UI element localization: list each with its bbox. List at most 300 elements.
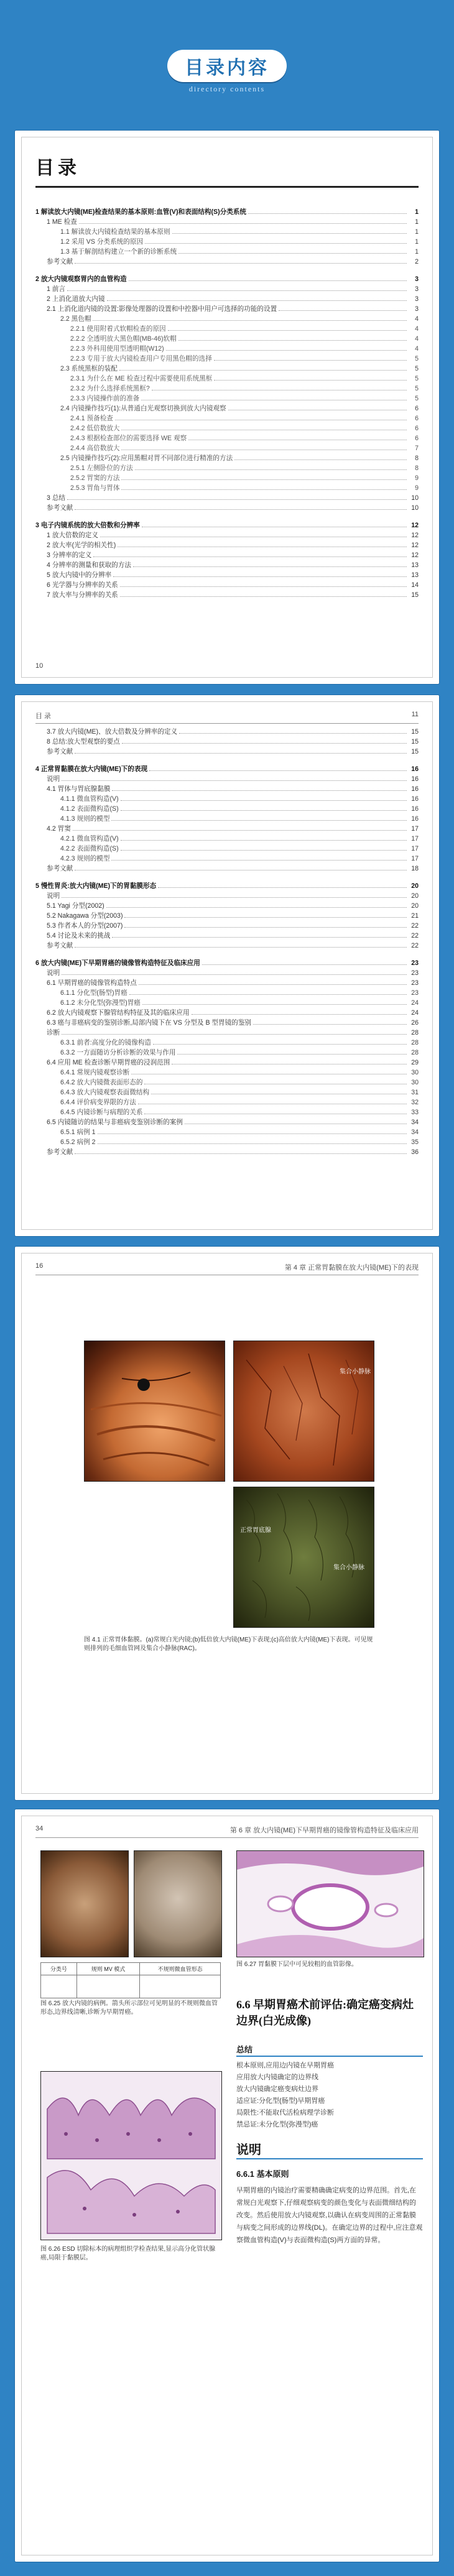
toc-entry-label: 3 总结 [47, 494, 66, 502]
toc-entry[interactable] [35, 998, 419, 1008]
toc-entry[interactable] [35, 540, 419, 550]
toc-entry[interactable] [35, 1078, 419, 1087]
toc-entry-label: 2.5.1 左侧卧位的方法 [70, 464, 133, 472]
leader-dots [73, 830, 407, 831]
toc-entry-page: 26 [411, 1019, 419, 1027]
toc-entry-label: 2.5 内镜操作技巧(2):应用黑帽对胃不同部位进行精准的方法 [60, 455, 233, 462]
toc-entry-label: 参考文献 [47, 1148, 73, 1156]
toc-entry-label: 6.5.1 病例 1 [60, 1129, 96, 1136]
toc-entry-label: 2.1 上消化道内镜的设置:影像处理器的设置和中控器中用户可选择的功能的设置 [47, 305, 277, 313]
toc-entry-label: 6.4.1 常规内镜观察诊断 [60, 1069, 130, 1076]
leader-dots [121, 800, 407, 801]
toc-entry-page: 17 [411, 825, 419, 833]
toc-entry[interactable] [35, 891, 419, 901]
endoscopy-image-c [233, 1487, 374, 1628]
leader-dots [121, 850, 407, 851]
leader-dots [75, 1153, 407, 1154]
toc-entry-page: 3 [415, 305, 419, 313]
figure-6-27-histology [236, 1850, 424, 1957]
figure-6-26-caption: 图 6.26 ESD 切除标本的病理组织学检查结果,显示高分化管状腺癌,局限于黏膜层。 [40, 2246, 216, 2261]
leader-dots [178, 340, 407, 341]
toc-entry[interactable] [35, 764, 419, 774]
subsection-heading: 6.6.1 基本原则 [236, 2169, 289, 2179]
summary-item: 应用放大内镜确定的边界线 [236, 2074, 318, 2081]
summary-item: 根本原则,应用边内镜在早期胃癌 [236, 2062, 335, 2069]
toc-entry-label: 5 慢性胃炎:放大内镜(ME)下的胃黏膜形态 [35, 882, 157, 890]
toc-entry[interactable] [35, 958, 419, 968]
figure-6-25-image-b [134, 1850, 222, 1957]
toc-entry[interactable] [35, 404, 419, 413]
toc-entry-label: 4.2.1 微血管构造(V) [60, 835, 119, 843]
figure-6-25-image-a [40, 1850, 129, 1957]
toc-entry[interactable] [35, 257, 419, 267]
toc-entry[interactable] [35, 227, 419, 237]
leader-dots [67, 499, 407, 500]
toc-entry-label: 诊断 [47, 1029, 60, 1036]
toc-entry-label: 2.2.3 专用于放大内镜检查用户专用黑色帽的选择 [70, 355, 212, 362]
page-number: 34 [35, 1825, 44, 1832]
leader-dots [214, 360, 407, 361]
toc-entry[interactable] [35, 570, 419, 580]
toc-entry[interactable] [35, 747, 419, 757]
toc-entry[interactable] [35, 978, 419, 988]
toc-entry-label: 2.4.3 根据检查部位的需要选择 WE 观察 [70, 435, 187, 442]
toc-entry-label: 4.2.3 规则的模型 [60, 855, 110, 862]
histology-pattern [41, 2072, 221, 2240]
toc-entry[interactable] [35, 824, 419, 834]
toc-entry-label: 参考文献 [47, 942, 73, 949]
toc-entry-page: 12 [411, 522, 419, 529]
toc-entry[interactable] [35, 931, 419, 941]
leader-dots [192, 1014, 407, 1015]
toc-entry-label: 8 总结:放大型观察的要点 [47, 738, 120, 746]
toc-entry[interactable] [35, 901, 419, 911]
toc-entry-label: 2.3 系统黑框的装配 [60, 365, 118, 372]
toc-entry-page: 29 [411, 1059, 419, 1066]
explain-rule [236, 2158, 423, 2159]
toc-entry[interactable] [35, 1087, 419, 1097]
leader-dots [172, 233, 407, 234]
toc-entry-label: 6.1.2 未分化型(弥漫型)胃癌 [60, 999, 141, 1007]
toc-entry-page: 17 [411, 845, 419, 852]
leader-dots [177, 1054, 407, 1055]
book-page-16 [15, 1247, 439, 1800]
toc-entry-page: 5 [415, 365, 419, 372]
toc-entry[interactable] [35, 727, 419, 737]
toc-entry-page: 15 [411, 591, 419, 599]
toc-entry-page: 4 [415, 315, 419, 323]
toc-entry-page: 4 [415, 325, 419, 333]
toc-entry-page: 5 [415, 395, 419, 402]
toc-entry-page: 10 [411, 504, 419, 512]
toc-entry[interactable] [35, 314, 419, 324]
toc-list-1 [35, 200, 419, 658]
toc-entry-label: 1 放大倍数的定义 [47, 532, 98, 539]
toc-entry-page: 35 [411, 1138, 419, 1146]
toc-entry-page: 30 [411, 1079, 419, 1086]
banner-title: 目录内容 [167, 50, 287, 82]
toc-entry-label: 2 上消化道放大内镜 [47, 295, 105, 303]
toc-entry[interactable] [35, 834, 419, 844]
toc-entry-label: 6.3.1 前者:高度分化的镜像构造 [60, 1039, 151, 1046]
toc-entry[interactable] [35, 473, 419, 483]
toc-entry[interactable] [35, 550, 419, 560]
toc-entry[interactable] [35, 453, 419, 463]
toc-entry-label: 6.3.2 一方面随访分析诊断的效果与作用 [60, 1049, 176, 1056]
toc-rule [35, 186, 419, 188]
running-header [35, 1825, 419, 1838]
top-banner [0, 0, 454, 99]
toc-title: 目录 [35, 158, 80, 178]
toc-entry[interactable] [35, 443, 419, 453]
toc-entry[interactable] [35, 324, 419, 334]
toc-entry-page: 32 [411, 1099, 419, 1106]
toc-entry-page: 28 [411, 1029, 419, 1036]
toc-entry[interactable] [35, 433, 419, 443]
toc-entry[interactable] [35, 394, 419, 404]
leader-dots [112, 790, 407, 791]
leader-dots [149, 770, 407, 771]
leader-dots [135, 469, 407, 470]
banner-subtitle: directory contents [188, 85, 266, 93]
table-header-cell: 规则 MV 模式 [76, 1963, 140, 1975]
toc-entry-page: 1 [415, 218, 419, 226]
image-b-label: 集合小静脉 [340, 1369, 371, 1375]
toc-entry-label: 参考文献 [47, 504, 73, 512]
toc-entry-page: 15 [411, 748, 419, 755]
toc-list-2 [35, 727, 419, 1211]
toc-entry-label: 6 放大内镜(ME)下早期胃癌的镜像管构造特征及临床应用 [35, 959, 200, 967]
toc-entry[interactable] [35, 354, 419, 364]
toc-entry-page: 8 [415, 455, 419, 462]
toc-entry-label: 2.4.1 预备检查 [70, 415, 113, 422]
leader-dots [93, 320, 407, 321]
toc-entry-page: 3 [415, 275, 419, 283]
leader-dots [122, 743, 407, 744]
toc-entry[interactable] [35, 384, 419, 394]
toc-entry-label: 4.2 胃窦 [47, 825, 71, 833]
leader-dots [98, 1133, 407, 1134]
table-cell [41, 1975, 77, 1998]
toc-entry-label: 6.4.5 内镜诊断与病理的关系 [60, 1109, 143, 1116]
toc-entry[interactable] [35, 1097, 419, 1107]
toc-entry[interactable] [35, 1117, 419, 1127]
toc-entry-label: 6.4.2 放大内镜微表面形态的 [60, 1079, 143, 1086]
toc-entry-page: 22 [411, 942, 419, 949]
toc-entry-page: 6 [415, 425, 419, 432]
toc-entry[interactable] [35, 794, 419, 804]
leader-dots [107, 300, 407, 301]
body-paragraph: 早期胃癌的内镜治疗需要精确确定病变的边界范围。首先,在常规白光观察下,仔细观察病变的颜色变化与表面微细结构的改变。然后使用放大内镜观察,以确认在病变周围的正常黏膜与病变之间形成的边界线(DL)。在确定边界的过程中,应注意观察微血管构造(V)与表面微构造(S)两方面的异常。 [236, 2187, 423, 2244]
toc-entry-label: 5.2 Nakagawa 分型(2003) [47, 912, 123, 920]
toc-entry[interactable] [35, 1018, 419, 1028]
page-number: 16 [35, 1262, 44, 1270]
toc-entry[interactable] [35, 881, 419, 891]
leader-dots [168, 330, 407, 331]
toc-entry[interactable] [35, 1048, 419, 1058]
toc-entry-label: 2.2 黑色帽 [60, 315, 91, 323]
toc-entry[interactable] [35, 580, 419, 590]
toc-entry[interactable] [35, 334, 419, 344]
toc-entry-page: 1 [415, 228, 419, 236]
leader-dots [67, 290, 407, 291]
leader-dots [248, 213, 407, 214]
toc-entry-label: 1.2 采用 VS 分类系统的原因 [60, 238, 144, 246]
toc-entry-page: 6 [415, 435, 419, 442]
leader-dots [121, 489, 407, 490]
leader-dots [62, 974, 407, 975]
toc-entry[interactable] [35, 737, 419, 747]
toc-entry[interactable] [35, 784, 419, 794]
toc-entry-page: 4 [415, 345, 419, 353]
leader-dots [124, 917, 407, 918]
toc-entry[interactable] [35, 911, 419, 921]
summary-rule [236, 2056, 423, 2057]
leader-dots [153, 1044, 407, 1045]
toc-entry-label: 说明 [47, 892, 60, 900]
table-header-cell: 不规则微血管形态 [140, 1963, 221, 1975]
leader-dots [279, 310, 407, 311]
toc-entry-label: 4 正常胃黏膜在放大内镜(ME)下的表现 [35, 765, 148, 773]
toc-entry-page: 10 [411, 494, 419, 502]
vessel-pattern [234, 1341, 374, 1481]
toc-entry-page: 30 [411, 1069, 419, 1076]
page-34 [21, 1816, 433, 2555]
toc-entry-page: 23 [411, 969, 419, 977]
leader-dots [75, 947, 407, 948]
toc-entry-page: 2 [415, 258, 419, 265]
toc-entry[interactable] [35, 1127, 419, 1137]
toc-entry[interactable] [35, 804, 419, 814]
toc-entry-page: 34 [411, 1119, 419, 1126]
summary-item: 禁忌证:未分化型(弥漫型)癌 [236, 2121, 318, 2128]
toc-entry-page: 12 [411, 542, 419, 549]
toc-entry-page: 5 [415, 385, 419, 392]
toc-entry-page: 6 [415, 415, 419, 422]
leader-dots [234, 459, 407, 460]
toc-entry-label: 2.4.2 低倍数放大 [70, 425, 120, 432]
toc-card-1 [15, 131, 439, 684]
toc-card-2 [15, 695, 439, 1236]
toc-entry[interactable] [35, 1028, 419, 1038]
toc-entry-label: 说明 [47, 775, 60, 783]
toc-entry-label: 3.7 放大内镜(ME)、放大倍数及分辨率的定义 [47, 728, 178, 736]
toc-entry-page: 24 [411, 1009, 419, 1017]
toc-entry-page: 17 [411, 835, 419, 843]
toc-entry-page: 1 [415, 238, 419, 246]
toc-entry[interactable] [35, 774, 419, 784]
toc-entry-page: 14 [411, 581, 419, 589]
toc-entry-label: 4.1 胃体与胃底腺黏膜 [47, 785, 111, 793]
toc-entry-page: 16 [411, 815, 419, 823]
toc-entry-page: 8 [415, 464, 419, 472]
toc-entry[interactable] [35, 503, 419, 513]
toc-entry-label: 5.1 Yagi 分型(2002) [47, 902, 104, 910]
toc-entry-label: 4.1.3 规则的模型 [60, 815, 110, 823]
leader-dots [120, 586, 407, 587]
toc-entry[interactable] [35, 413, 419, 423]
toc-entry-label: 6.4 应用 ME 检查诊断早期胃癌的浸润范围 [47, 1059, 170, 1066]
toc-entry-page: 15 [411, 738, 419, 746]
leader-dots [106, 907, 407, 908]
explain-heading: 说明 [236, 2143, 261, 2157]
table-header-cell: 分类号 [41, 1963, 77, 1975]
toc-entry[interactable] [35, 344, 419, 354]
toc-entry-page: 6 [415, 405, 419, 412]
toc-page-1 [21, 137, 433, 678]
toc-entry[interactable] [35, 1058, 419, 1068]
leader-dots [178, 253, 407, 254]
toc-entry-label: 2.4 内镜操作技巧(1):从普通白光观察切换到放大内镜观察 [60, 405, 226, 412]
toc-entry-page: 9 [415, 474, 419, 482]
toc-entry[interactable] [35, 1107, 419, 1117]
toc-entry-page: 13 [411, 561, 419, 569]
leader-dots [120, 596, 407, 597]
leader-dots [121, 840, 407, 841]
toc-entry-label: 6.4.4 评价病变界限的方法 [60, 1099, 136, 1106]
toc-entry-label: 6.3 癌与非癌病变的鉴别诊断,局部内镜下在 VS 分型及 B 型胃镜的鉴别 [47, 1019, 252, 1027]
toc-entry[interactable] [35, 483, 419, 493]
leader-dots [124, 927, 407, 928]
leader-dots [158, 887, 407, 888]
toc-entry[interactable] [35, 988, 419, 998]
toc-entry-label: 2.2.2 全透明放大黑色帽(MB-46)软帽 [70, 335, 177, 343]
toc-entry[interactable] [35, 304, 419, 314]
running-head: 第 6 章 放大内镜(ME)下早期胃癌的镜像管构造特征及临床应用 [229, 1827, 419, 1834]
toc-entry-page: 33 [411, 1109, 419, 1116]
toc-entry-label: 4.1.1 微血管构造(V) [60, 795, 119, 803]
toc-entry-page: 1 [415, 248, 419, 256]
toc-entry[interactable] [35, 921, 419, 931]
toc-entry[interactable] [35, 854, 419, 864]
leader-dots [214, 380, 407, 381]
figure-caption: 图 4.1 正常胃体黏膜。(a)常规白光内镜;(b)低倍放大内镜(ME)下表现;(c)高倍放大内镜(ME)下表现。可见规则排列的毛细血管网及集合小静脉(RAC)。 [84, 1637, 373, 1652]
toc-entry-label: 2.2.1 使用附着式软帽检查的原因 [70, 325, 166, 333]
summary-item: 适应证:分化型(肠型)早期胃癌 [236, 2097, 325, 2105]
leader-dots [145, 243, 407, 244]
leader-dots [253, 1024, 407, 1025]
leader-dots [75, 753, 407, 754]
leader-dots [121, 810, 407, 811]
toc-entry-label: 6.4.3 放大内镜观察表面微结构 [60, 1089, 150, 1096]
toc-entry-label: 1 解读放大内镜(ME)检查结果的基本原则:血管(V)和表面结构(S)分类系统 [35, 208, 246, 216]
toc-entry[interactable] [35, 844, 419, 854]
toc-entry-label: 2 放大率(光学的相关性) [47, 542, 116, 549]
toc-header [35, 152, 419, 188]
toc-entry-page: 12 [411, 552, 419, 559]
toc-entry[interactable] [35, 560, 419, 570]
toc-entry-page: 21 [411, 912, 419, 920]
toc-entry[interactable] [35, 423, 419, 433]
leader-dots [62, 1034, 407, 1035]
toc-entry[interactable] [35, 1038, 419, 1048]
toc-entry-page: 15 [411, 728, 419, 736]
toc-entry[interactable] [35, 530, 419, 540]
toc-entry-page: 5 [415, 355, 419, 362]
book-page-34 [15, 1809, 439, 2562]
toc-entry-label: 2 放大内镜观察胃内的血管构造 [35, 275, 127, 283]
toc-entry-page: 16 [411, 785, 419, 793]
toc-entry[interactable] [35, 1068, 419, 1078]
toc-entry[interactable] [35, 1008, 419, 1018]
image-c-label-2: 集合小静脉 [333, 1564, 364, 1571]
leader-dots [166, 350, 407, 351]
toc-entry[interactable] [35, 237, 419, 247]
toc-entry[interactable] [35, 294, 419, 304]
toc-entry[interactable] [35, 814, 419, 824]
toc-entry-page: 16 [411, 775, 419, 783]
endoscopy-image-b [233, 1341, 374, 1482]
toc-entry[interactable] [35, 207, 419, 217]
toc-entry-label: 2.5.2 胃窦的方法 [70, 474, 120, 482]
toc-entry[interactable] [35, 1137, 419, 1147]
leader-dots [121, 479, 407, 480]
toc-entry[interactable] [35, 463, 419, 473]
toc-entry-label: 1.1 解读放大内镜检查结果的基本原则 [60, 228, 170, 236]
leader-dots [98, 1143, 407, 1144]
toc-entry-page: 22 [411, 922, 419, 930]
toc-entry-page: 20 [411, 892, 419, 900]
toc-entry[interactable] [35, 274, 419, 284]
toc-entry-page: 23 [411, 959, 419, 967]
figure-6-27-caption: 图 6.27 胃黏膜下层中可见较粗的血管影像。 [236, 1961, 358, 1968]
toc-entry-label: 参考文献 [47, 865, 73, 872]
toc-entry[interactable] [35, 364, 419, 374]
leader-dots [129, 280, 407, 281]
leader-dots [129, 994, 407, 995]
toc-entry[interactable] [35, 374, 419, 384]
toc-entry-label: 3 分辨率的定义 [47, 552, 92, 559]
toc-entry-label: 4 分辨率的测量和获取的方法 [47, 561, 131, 569]
toc-entry-label: 6.2 放大内镜观察下腺管结构特征及其的临床应用 [47, 1009, 190, 1017]
toc-entry[interactable] [35, 247, 419, 257]
toc-entry-label: 4.1.2 表面微构造(S) [60, 805, 119, 813]
leader-dots [79, 223, 407, 224]
toc-entry-page: 4 [415, 335, 419, 343]
toc-entry[interactable] [35, 217, 419, 227]
toc-page-2 [21, 701, 433, 1230]
toc-entry[interactable] [35, 1147, 419, 1157]
toc-entry[interactable] [35, 941, 419, 951]
toc-entry-page: 3 [415, 285, 419, 293]
toc-entry-page: 1 [415, 208, 419, 216]
toc-entry[interactable] [35, 590, 419, 600]
toc-entry-page: 16 [411, 795, 419, 803]
toc-entry-page: 5 [415, 375, 419, 382]
toc-entry[interactable] [35, 520, 419, 530]
toc-entry[interactable] [35, 864, 419, 874]
leader-dots [139, 984, 407, 985]
toc-entry[interactable] [35, 968, 419, 978]
toc-entry-label: 参考文献 [47, 258, 73, 265]
toc-entry[interactable] [35, 284, 419, 294]
leader-dots [62, 897, 407, 898]
leader-dots [142, 1004, 407, 1005]
leader-dots [133, 566, 407, 567]
leader-dots [93, 556, 407, 557]
toc-entry-page: 34 [411, 1129, 419, 1136]
toc-entry-label: 7 放大率与分辨率的关系 [47, 591, 118, 599]
toc-entry-label: 1 前言 [47, 285, 66, 293]
toc-entry-page: 12 [411, 532, 419, 539]
toc-entry-label: 说明 [47, 969, 60, 977]
toc-entry-label: 6.1 早期胃癌的镜像管构造特点 [47, 979, 137, 987]
toc-entry-label: 6.1.1 分化型(肠型)胃癌 [60, 989, 127, 997]
toc-entry[interactable] [35, 493, 419, 503]
leader-dots [202, 964, 407, 965]
toc-entry-page: 16 [411, 765, 419, 773]
toc-entry-page: 24 [411, 999, 419, 1007]
